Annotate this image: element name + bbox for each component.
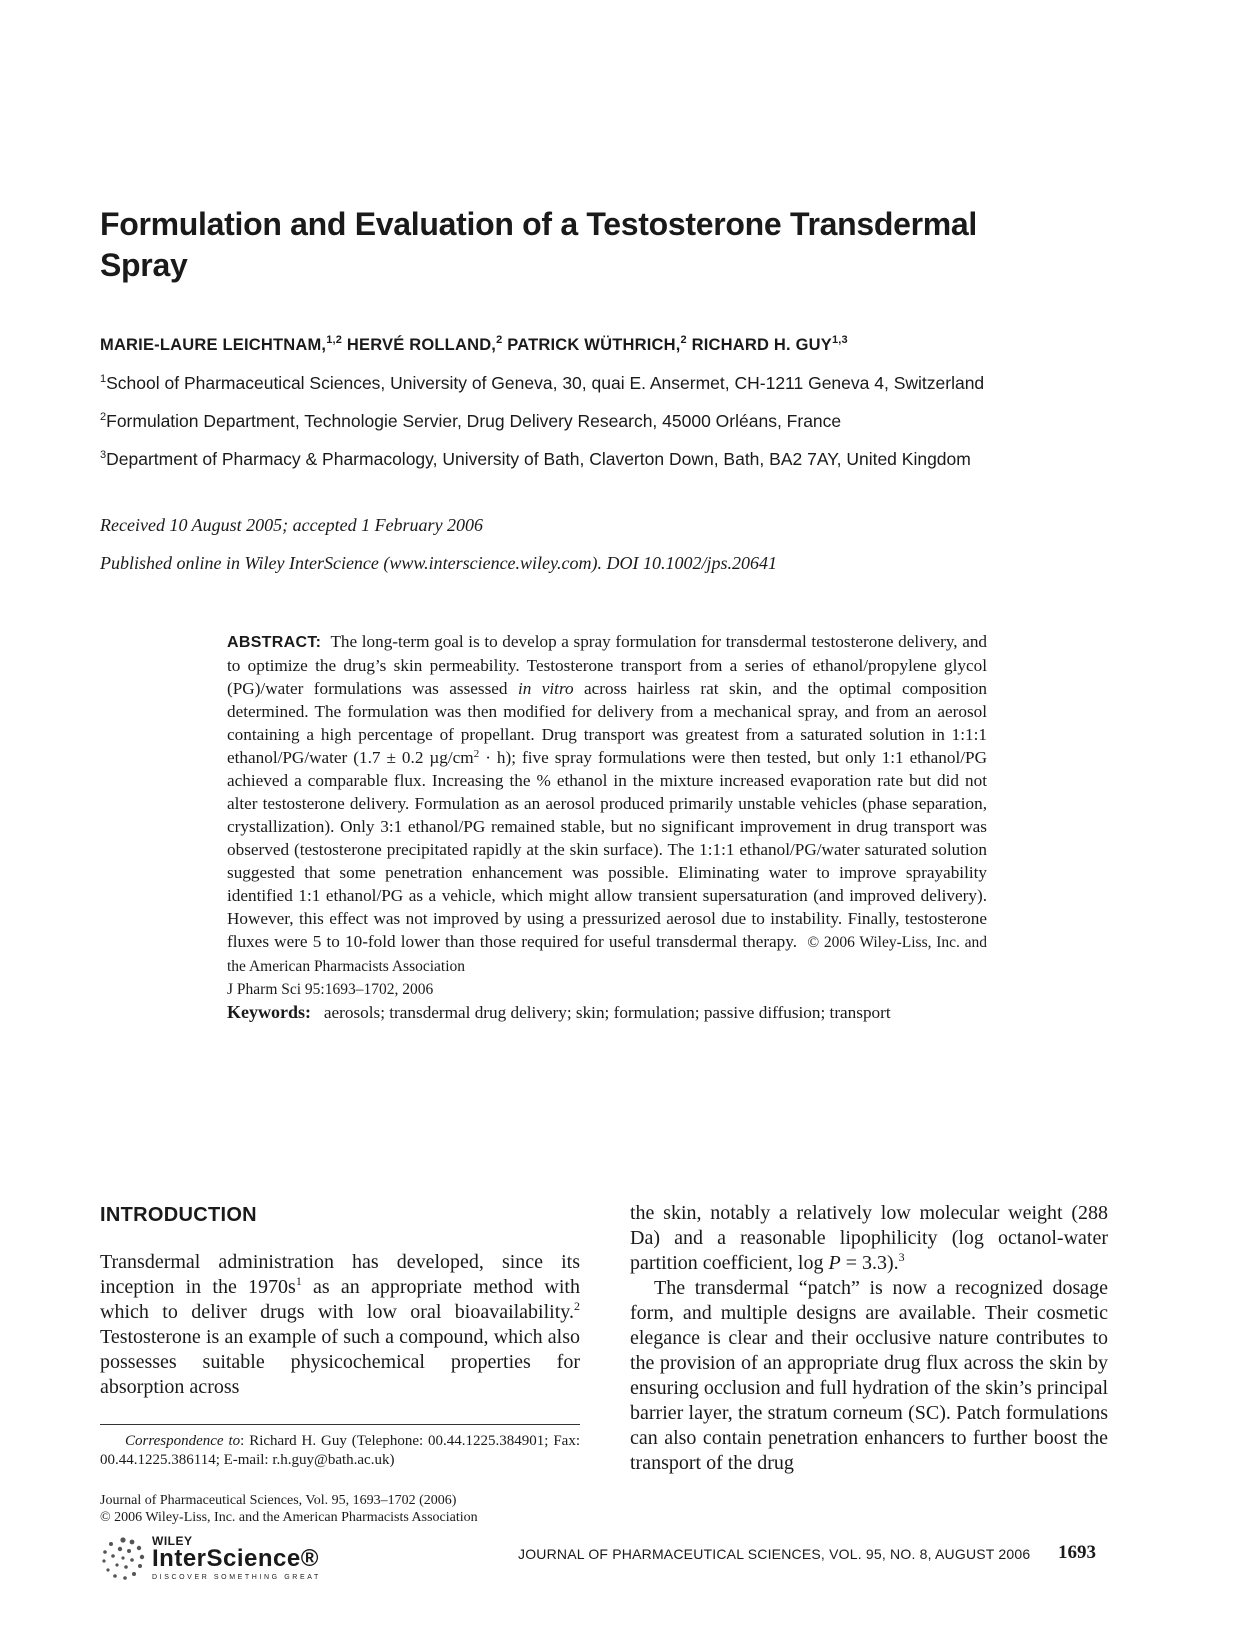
wiley-interscience-logo bbox=[98, 1532, 368, 1584]
abstract-copyright: © 2006 Wiley-Liss, Inc. and the American Pharmacists Association bbox=[227, 934, 987, 975]
citation-marker: 3 bbox=[898, 1250, 905, 1264]
body-text: the skin, notably a relatively low molecular weight (288 Da) and a reasonable lipophilicity (log octanol-water partition coefficient, log bbox=[630, 1202, 1108, 1274]
keywords-label: Keywords: bbox=[227, 1002, 311, 1022]
author-name: MARIE-LAURE LEICHTNAM, bbox=[100, 336, 327, 354]
correspondence-text: : Richard H. Guy (Telephone: 00.44.1225.384901; Fax: 00.44.1225.386114; E-mail: r.h.guy@bath.ac.uk) bbox=[100, 1433, 580, 1468]
abstract-text: across hairless rat skin, and the optimal composition determined. The formulation was then modified for delivery from a mechanical spray, and from an aerosol containing a high percentage of propellant. Drug transport was greatest from a saturated solution in 1:1:1 ethanol/PG/water (1.7 ± 0.2 µg/cm bbox=[227, 679, 987, 767]
abstract-label: ABSTRACT: bbox=[227, 634, 322, 651]
intro-paragraph-1 bbox=[100, 1250, 580, 1400]
author-name: HERVÉ ROLLAND, bbox=[346, 336, 497, 354]
left-column bbox=[100, 1200, 580, 1400]
body-text: = 3.3). bbox=[840, 1252, 899, 1274]
abstract-text: The long-term goal is to develop a spray formulation for transdermal testosterone delivery, and to optimize the drug’s skin permeability. Testosterone transport from a series of ethanol/propylene glycol (PG)/water formulations was assessed bbox=[227, 632, 988, 698]
abstract-body bbox=[227, 630, 987, 1001]
logo-wiley-text: WILEY bbox=[152, 1534, 193, 1548]
logo-tagline: DISCOVER SOMETHING GREAT bbox=[152, 1574, 321, 1581]
footnote-divider bbox=[100, 1424, 580, 1425]
affiliation-3 bbox=[100, 449, 1160, 470]
author-affiliation-marker: 1,3 bbox=[831, 334, 848, 346]
received-dates: Received 10 August 2005; accepted 1 February 2006 bbox=[100, 515, 484, 535]
affiliation-number: 1 bbox=[100, 373, 107, 385]
intro-paragraph-2: The transdermal “patch” is now a recognized dosage form, and multiple designs are available. Their cosmetic elegance is clear and their occlusive nature contributes to the provision of an appropriate drug flux across the skin by ensuring occlusion and full hydration of the skin’s principal barrier layer, the stratum corneum (SC). Patch formulations can also contain penetration enhancers to further boost the transport of the drug bbox=[630, 1277, 1108, 1474]
author-affiliation-marker: 1,2 bbox=[326, 334, 343, 346]
abstract bbox=[227, 630, 987, 1024]
body-text: as an appropriate method with which to deliver drugs with low oral bioavailability. bbox=[100, 1276, 580, 1323]
page-number: 1693 bbox=[1058, 1542, 1096, 1563]
logo-brand-text: InterScience® bbox=[152, 1545, 319, 1572]
author-affiliation-marker: 2 bbox=[496, 334, 503, 346]
author-name: RICHARD H. GUY bbox=[691, 336, 832, 354]
affiliation-number: 3 bbox=[100, 449, 107, 461]
correspondence-footnote bbox=[100, 1432, 580, 1470]
correspondence-label: Correspondence to bbox=[125, 1433, 241, 1449]
abstract-text: · h); five spray formulations were then tested, but only 1:1 ethanol/PG achieved a comparable flux. Increasing the % ethanol in the mixture increased evaporation rate but did not alter testosterone delivery. Formulation as an aerosol produced primarily unstable vehicles (phase separation, crystallization). Only 3:1 ethanol/PG remained stable, but no significant improvement in drug transport was observed (testosterone precipitated rapidly at the skin surface). The 1:1:1 ethanol/PG/water saturated solution suggested that some penetration enhancement was possible. Eliminating water to improve sprayability identified 1:1 ethanol/PG as a vehicle, which might allow transient supersaturation (and improved delivery). However, this effect was not improved by using a pressurized aerosol due to instability. Finally, testosterone fluxes were 5 to 10-fold lower than those required for useful transdermal therapy. bbox=[227, 748, 987, 951]
affiliation-1 bbox=[100, 373, 1160, 394]
keywords-text: aerosols; transdermal drug delivery; skin; formulation; passive diffusion; transport bbox=[323, 1003, 891, 1022]
citation-marker: 1 bbox=[295, 1274, 302, 1288]
body-text: Testosterone is an example of such a compound, which also possesses suitable physicochemical properties for absorption across bbox=[100, 1326, 580, 1398]
affiliation-text: Department of Pharmacy & Pharmacology, University of Bath, Claverton Down, Bath, BA2 7AY, United Kingdom bbox=[106, 449, 971, 469]
author-list bbox=[100, 336, 1140, 355]
published-online: Published online in Wiley InterScience (www.interscience.wiley.com). DOI 10.1002/jps.20641 bbox=[100, 553, 778, 573]
abstract-citation: J Pharm Sci 95:1693–1702, 2006 bbox=[227, 981, 434, 998]
section-heading-introduction: INTRODUCTION bbox=[100, 1204, 257, 1226]
affiliation-text: School of Pharmaceutical Sciences, University of Geneva, 30, quai E. Ansermet, CH-1211 Geneva 4, Switzerland bbox=[106, 373, 985, 393]
article-title: Formulation and Evaluation of a Testosterone Transdermal Spray bbox=[100, 206, 977, 283]
body-text: Transdermal administration has developed, since its inception in the 1970s bbox=[100, 1251, 580, 1298]
author-name: PATRICK WÜTHRICH, bbox=[507, 336, 681, 354]
journal-footnote bbox=[100, 1492, 580, 1526]
author-affiliation-marker: 2 bbox=[680, 334, 687, 346]
math-variable: P bbox=[828, 1252, 841, 1274]
right-column bbox=[630, 1201, 1108, 1476]
affiliation-2 bbox=[100, 411, 1160, 432]
abstract-italic: in vitro bbox=[517, 679, 574, 698]
running-footer: JOURNAL OF PHARMACEUTICAL SCIENCES, VOL. 95, NO. 8, AUGUST 2006 bbox=[518, 1546, 1031, 1562]
affiliation-number: 2 bbox=[100, 411, 107, 423]
affiliation-text: Formulation Department, Technologie Servier, Drug Delivery Research, 45000 Orléans, France bbox=[106, 411, 842, 431]
keywords bbox=[227, 1001, 987, 1024]
copyright-line: © 2006 Wiley-Liss, Inc. and the American Pharmacists Association bbox=[100, 1510, 478, 1525]
journal-citation-line: Journal of Pharmaceutical Sciences, Vol. 95, 1693–1702 (2006) bbox=[100, 1493, 457, 1508]
intro-paragraph-continued bbox=[630, 1201, 1108, 1276]
globe-icon bbox=[98, 1534, 148, 1584]
unit-superscript: 2 bbox=[473, 748, 480, 760]
citation-marker: 2 bbox=[574, 1299, 580, 1313]
